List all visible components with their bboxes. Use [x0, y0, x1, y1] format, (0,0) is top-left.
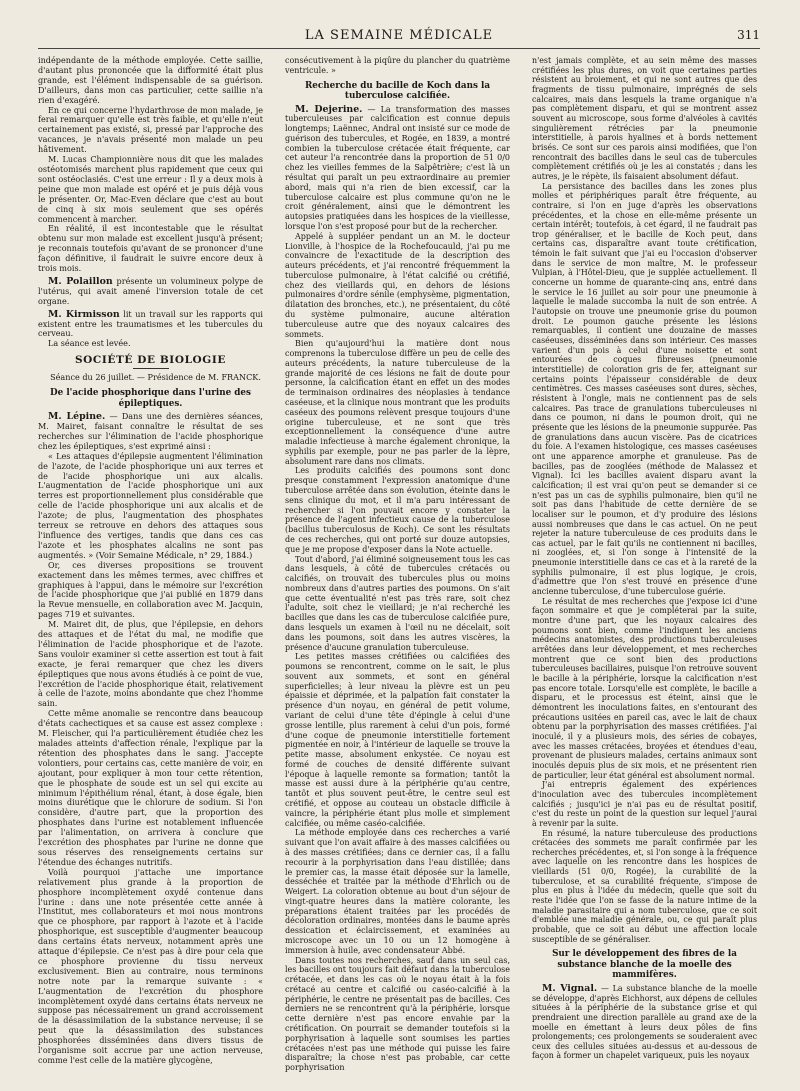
speaker-text: — La transformation des masses tuberculeuses par calcification est connue depuis longtemps; Laënnec, Andral ont insisté sur ce mode de guérison des tubercules, et Rogée, en 1839, a montré combien la tuberculose crétacée était fréquente, car cet auteur l'a rencontrée dans la proportion de 51 0/0 chez les vieilles femmes de la Salpêtrière; c'est là un résultat qui paraît un peu extraordinaire au premier abord, mais qui n'a rien de bien excessif, car la tuberculose calcaire est plus commune qu'on ne le croit généralement, ainsi que le démontrent les autopsies pratiquées dans les hospices de la vieillesse, lorsque l'on s'est proposé pour but de la rechercher.: [285, 104, 510, 231]
column-3: [532, 56, 757, 1086]
section-rule: [133, 368, 169, 369]
article-subtitle: De l'acide phosphorique dans l'urine des épileptiques.: [50, 388, 251, 409]
paragraph: La méthode employée dans ces recherches a varié suivant que l'on avait affaire à des masses calcifiées ou à des masses crétifiées; dans ce dernier cas, il a fallu recourir à la porphyrisation dans l'eau distillée; dans le premier cas, la masse était déposée sur la lamelle, desséchée et traitée par la méthode d'Ehrlich ou de Weigert. La coloration obtenue au bout d'un séjour de vingt-quatre heures dans la matière colorante, les préparations étaient traitées par les procédés de décoloration ordinaires, montées dans le baume après dessication et éclaircissement, et examinées au microscope avec un 10 ou un 12 homogène à immersion à huile, avec condensateur Abbé.: [285, 828, 510, 955]
paragraph: [38, 412, 263, 452]
speaker-text: lit un travail sur les rapports qui existent entre les traumatismes et les tubercules du cerveau.: [38, 308, 263, 339]
paragraph: La séance est levée.: [48, 338, 131, 349]
paragraph: En ce qui concerne l'hydarthrose de mon malade, je ferai remarquer qu'elle est très faible, et qu'elle n'eut certainement pas existé, si, pressé par l'approche des vacances, je n'avais présenté mon malade un peu hâtivement.: [38, 104, 263, 155]
speaker-name: M. Dejerine.: [295, 103, 363, 115]
speaker-name: M. Lépine.: [48, 411, 106, 423]
page-number: 311: [737, 28, 760, 42]
column-2: [285, 56, 510, 1086]
speaker-name: M. Kirmisson: [48, 308, 120, 320]
speaker-name: M. Vignal.: [542, 982, 598, 994]
article-subtitle: Sur le développement des fibres de la substance blanche de la moelle des mammifères.: [552, 949, 737, 981]
speaker-name: M. Polaillon: [48, 275, 113, 287]
paragraph: Les petites masses crétifiées ou calcifiées des poumons se rencontrent, comme on le sait, le plus souvent aux sommets, et sont en général superficielles; à leur niveau la plèvre est un peu épaissie et déprimée, et la palpation fait constater la présence d'un noyau, en général de petit volume, variant de celui d'une tête d'épingle à celui d'une grosse lentille, plus rarement à celui d'un pois, formé d'une coque de pneumonie interstitielle fortement pigmentée en noir, à l'intérieur de laquelle se trouve la petite masse, absolument enkystée. Ce noyau est formé de couches de densité différente suivant l'époque à laquelle remonte sa formation; tantôt la masse est aussi dure à la périphérie qu'au centre, tantôt et plus souvent peut-être, le centre seul est crétifié, et oppose au couteau un obstacle difficile à vaincre, la périphérie étant plus molle et simplement calcifiée, ou même caséo-calcifiée.: [285, 652, 510, 828]
section-title: SOCIÉTÉ DE BIOLOGIE: [75, 354, 226, 367]
paragraph: [38, 310, 263, 340]
paragraph: [38, 277, 263, 307]
paragraph: Cette même anomalie se rencontre dans beaucoup d'états cachectiques et sa cause est assez complexe : M. Fleischer, qui l'a particulièrement étudiée chez les malades atteints d'affection rénale, l'explique par la rétention des phosphates dans le sang. J'accepte volontiers, pour certains cas, cette manière de voir, en ajoutant, pour expliquer à mon tour cette rétention, que le phosphate de soude est un sel qui excite au minimum l'épithélium rénal, étant, à dose égale, bien moins diurétique que le chlorure de sodium. Si l'on considère, d'autre part, que la proportion des phosphates dans l'urine est notablement influencée par l'alimentation, on arrivera à conclure que l'excrétion des phosphates par l'urine ne donne que sous réserves des renseignements certains sur l'étendue des échanges nutritifs.: [38, 708, 263, 867]
paragraph: M. Lucas Championnière nous dit que les malades ostéotomisés marchent plus rapidement que ceux qui sont ostéoclasiés. C'est une erreur : Il y a deux mois à peine que mon malade est opéré et je puis déjà vous le présenter. Or, Mac-Even déclare que c'est au bout de cinq à six mois seulement que ses opérés commencent à marcher.: [38, 154, 263, 224]
speaker-text: présente un volumineux polype de l'utérus, qui avait amené l'inversion totale de cet organe.: [38, 275, 263, 306]
journal-title: LA SEMAINE MÉDICALE: [304, 28, 494, 43]
paragraph: Le résultat de mes recherches que j'expose ici d'une façon sommaire et que je compléterai par la suite, montre d'une part, que les noyaux calcaires des poumons sont bien, comme l'indiquent les anciens médecins anatomistes, des productions tuberculeuses arrêtées dans leur développement, et mes recherches montrent que ce sont bien des productions tuberculeuses bacillaires, puisque l'on retrouve souvent le bacille à la périphérie, lorsque la calcification n'est pas encore totale. Lorsqu'elle est complète, le bacille a disparu, et le processus est éteint, ainsi que le démontrent les inoculations faites, en s'entourant des précautions usitées en pareil cas, avec le lait de chaux obtenu par la porphyrisation des masses crétifiées. J'ai inoculé, il y a plusieurs mois, des séries de cobayes, avec les masses crétacées, broyées et étendues d'eau, provenant de plusieurs malades, certains animaux sont inoculés depuis plus de six mois, et ne présentent rien de particulier, leur état général est absolument normal.: [532, 596, 757, 780]
paragraph: En réalité, il est incontestable que le résultat obtenu sur mon malade est excellent jusqu'à présent; je reconnais toutefois qu'avant de se prononcer d'une façon définitive, il faudrait le suivre encore deux à trois mois.: [38, 223, 263, 274]
paragraph: Les produits calcifiés des poumons sont donc presque constamment l'expression anatomique d'une tuberculose arrêtée dans son évolution, éteinte dans le sens clinique du mot, et il m'a paru intéressant de rechercher si l'on pouvait encore y constater la présence de l'agent infectieux cause de la tuberculose (bacillus tuberculosus de Koch). Ce sont les résultats de ces recherches, qui ont porté sur douze autopsies, que je me propose d'exposer dans la Note actuelle.: [285, 466, 510, 554]
paragraph: [532, 984, 757, 1061]
article-subtitle: Recherche du bacille de Koch dans la tuberculose calcifiée.: [304, 80, 491, 102]
paragraph: La persistance des bacilles dans les zones plus molles et périphériques paraît être fréquente, au contraire, si l'on en juge d'après les observations précédentes, et la chose en elle-même présente un certain intérêt; toutefois, à cet égard, il ne faudrait pas trop généraliser, et le bacille de Koch peut, dans certains cas, disparaître avant toute crétification, témoin le fait suivant que j'ai eu l'occasion d'observer dans le service de mon maître, M. le professeur Vulpian, à l'Hôtel-Dieu, que je supplée actuellement. Il concerne un homme de quarante-cinq ans, entré dans le service le 16 juillet au soir pour une pneumonie à laquelle le malade succomba la nuit de son entrée. A l'autopsie on trouve une pneumonie grise du poumon droit. Le poumon gauche présente les lésions remarquables, il contient une douzaine de masses caséeuses, disséminées dans son intérieur. Ces masses varient d'un pois à celui d'une noisette et sont entourées de coques fibreuses (pneumonie interstitielle) de coloration gris de fer, atteignant sur certains points l'épaisseur considérable de deux centimètres. Ces masses caséeuses sont dures, sèches, résistent à l'ongle, mais ne contiennent pas de sels calcaires. Pas trace de granulations tuberculeuses ni dans ce poumon, ni dans le poumon droit, qui ne présente que les lésions de la pneumonie suppurée. Pas de granulations dans aucun viscère. Pas de cicatrices du foie. A l'examen histologique, ces masses caséeuses ont une apparence amorphe et granuleuse. Pas de bacilles, pas de zooglées (méthode de Malassez et Vignal). Ici les bacilles avaient disparu avant la calcification; il est vrai qu'on peut se demander si ce n'est pas un cas de syphilis pulmonaire, bien qu'il ne soit pas dans l'habitude de cette dernière de se localiser sur le poumon, et d'y produire des lésions aussi nombreuses que dans le cas actuel. On ne peut rejeter la nature tuberculeuse de ces produits dans le cas actuel, par le fait qu'ils ne contiennent ni bacilles, ni zooglées, et, si l'on songe à l'intensité de la pneumonie interstitielle dans ce cas et à la rareté de la syphilis pulmonaire, il est plus logique, je crois, d'admettre que l'on s'est trouvé en présence d'une ancienne tuberculose, d'une tuberculose guérie.: [532, 181, 757, 597]
paragraph: En résumé, la nature tuberculeuse des productions crétacées des sommets me paraît confirmée par les recherches précédentes, et, si l'on songe à la fréquence avec laquelle on les rencontre dans les hospices de vieillards (51 0/0, Rogée), la curabilité de la tuberculose, et sa curabilité fréquente, s'impose de plus en plus à l'idée du médecin, quelle que soit du reste l'idée que l'on se fasse de la nature intime de la maladie parasitaire qui a nom tuberculose, que ce soit d'emblée une maladie générale, ou, ce qui paraît plus probable, que ce soit au début une affection locale susceptible de se généraliser.: [532, 828, 757, 944]
speaker-text: — Dans une des dernières séances, M. Mairet, faisant connaître le résultat de ses recherches sur l'élimination de l'acide phosphorique chez les épileptiques, s'est exprimé ainsi :: [38, 411, 263, 451]
paragraph: Voilà pourquoi j'attache une importance relativement plus grande à la proportion de phosphore incomplètement oxydé contenue dans l'urine : dans une note présentée cette année à l'Institut, mes collaborateurs et moi nous montrons que ce phosphore, par rapport à l'azote et à l'acide phosphorique, est susceptible d'augmenter beaucoup dans certains états nerveux, notamment après une attaque d'épilepsie. Ce n'est pas à dire pour cela que ce phosphore provienne du tissu nerveux exclusivement. Bien au contraire, nous terminons notre note par la remarque suivante : « L'augmentation de l'excrétion du phosphore incomplètement oxydé dans certains états nerveux ne suppose pas nécessairement un grand accroissement de la désassimilation de la substance nerveuse; il se peut que la désassimilation des substances phosphorées disséminées dans divers tissus de l'organisme soit accrue par une action nerveuse, comme l'est celle de la matière glycogène,: [38, 866, 263, 1065]
paragraph: J'ai entrepris également des expériences d'inoculation avec des tubercules incomplètement calcifiés ; jusqu'ici je n'ai pas eu de résultat positif, c'est du reste un point de la question sur lequel j'aurai à revenir par la suite.: [532, 780, 757, 828]
paragraph: [285, 105, 510, 232]
paragraph: M. Mairet dit, de plus, que l'épilepsie, en dehors des attaques et de l'état du mal, ne modifie que l'élimination de l'acide phosphorique et de l'azote. Sans vouloir examiner si cette assertion est tout à fait exacte, je ferai remarquer que chez les divers épileptiques que nous avons étudiés à ce point de vue, l'excrétion de l'acide phosphorique était, relativement à celle de l'azote, moins abondante que chez l'homme sain.: [38, 619, 263, 709]
paragraph: « Les attaques d'épilepsie augmentent l'élimination de l'azote, de l'acide phosphorique uni aux terres et de l'acide phosphorique uni aux alcalis. L'augmentation de l'acide phosphorique uni aux terres est proportionnellement plus considérable que celle de l'acide phosphorique uni aux alcalis et de l'azote; de plus, l'augmentation des phosphates terreux se retrouve en dehors des attaques sous l'influence des vertiges, tandis que dans ces cas l'azote et les phosphates alcalins ne sont pas augmentés. » (Voir Semaine Médicale, n° 29, 1884.): [38, 450, 263, 560]
speaker-text: — La substance blanche de la moelle se développe, d'après Eichhorst, aux dépens de cellules situées à la périphérie de la substance grise et qui prendraient une direction parallèle au grand axe de la moelle en émettant à leurs deux pôles de fins prolongements; ces prolongements se souderaient avec ceux des cellules situées au-dessus et au-dessous de façon à former un chapelet variqueux, puis les noyaux: [532, 983, 757, 1061]
paragraph: Dans toutes nos recherches, sauf dans un seul cas, les bacilles ont toujours fait défaut dans la tuberculose crétacée, et dans les cas où le noyau était à la fois crétacé au centre et calcifié ou caséo-calcifié à la périphérie, le centre ne présentait pas de bacilles. Ces derniers ne se rencontrent qu'à la périphérie, lorsque cette dernière n'est pas encore envahie par la crétification. On pourrait se demander toutefois si la porphyrisation à laquelle sont soumises les parties crétacées n'est pas une méthode qui puisse les faire disparaître; la chose n'est pas probable, car cette porphyrisation: [285, 955, 510, 1073]
running-header: [38, 28, 760, 46]
paragraph: Bien qu'aujourd'hui la matière dont nous comprenons la tuberculose diffère un peu de celle des auteurs précédents, la nature tuberculeuse de la grande majorité de ces lésions ne fait de doute pour personne, la calcification étant en effet un des modes de terminaison ordinaires des néoplasies à tendance caséeuse, et la clinique nous montrant que les produits caséeux des poumons relèvent presque toujours d'une origine tuberculeuse, et ne sont que très exceptionnellement la conséquence d'une autre maladie infectieuse à marche également chronique, la syphilis par exemple, pour ne pas parler de la lèpre, absolument rare dans nos climats.: [285, 339, 510, 466]
paragraph: n'est jamais complète, et au sein même des masses crétifiées les plus dures, on voit que certaines parties résistent au broiement, et qui ne sont autres que des fragments de tissu pulmonaire, imprégnés de sels calcaires, mais dans lesquels la trame organique n'a pas complètement disparu, et qui se montrent assez souvent au microscope, sous forme d'alvéoles à cavités singulièrement rétrécies par la pneumonie interstitielle, à parois hyalines et à bords nettement brisés. Ce sont sur ces parois ainsi modifiées, que l'on rencontrait des bacilles dans le seul cas de tubercules complètement crétifiés où je les ai constatés ; dans les autres, je le répète, ils faisaient absolument défaut.: [532, 56, 757, 181]
paragraph: consécutivement à la piqûre du plancher du quatrième ventricule. »: [285, 56, 510, 75]
paragraph: indépendante de la méthode employée. Cette saillie, d'autant plus prononcée que la difformité était plus grande, est l'élément indispensable de sa guérison. D'ailleurs, dans mon cas particulier, cette saillie n'a rien d'exagéré.: [38, 56, 263, 105]
paragraph: Tout d'abord, j'ai éliminé soigneusement tous les cas dans lesquels, à côté de tubercules crétacés ou calcifiés, on trouvait des tubercules plus ou moins nombreux dans d'autres parties des poumons. On s'ait que cette éventualité n'est pas très rare, soit chez l'adulte, soit chez le vieillard; je n'ai recherché les bacilles que dans les cas de tuberculose calcifiée pure, dans lesquels un examen à l'œil nu ne décelait, soit dans les poumons, soit dans les autres viscères, la présence d'aucune granulation tuberculeuse.: [285, 554, 510, 652]
paragraph: Or, ces diverses propositions se trouvent exactement dans les mêmes termes, avec chiffres et graphiques à l'appui, dans le mémoire sur l'excrétion de l'acide phosphorique que j'ai publié en 1879 dans la Revue mensuelle, en collaboration avec M. Jacquin, pages 719 et suivantes.: [38, 559, 263, 620]
paragraph: Appelé à suppléer pendant un an M. le docteur Lionville, à l'hospice de la Rochefoucauld, j'ai pu me convaincre de l'exactitude de la description des auteurs précédents, et j'ai rencontré fréquemment la tuberculose pulmonaire, à l'état calcifié ou crétifié, chez des vieillards qui, en dehors de lésions pulmonaires d'ordre sénile (emphysème, pigmentation, dilatation des bronches, etc.), ne présentaient, du côté du système pulmonaire, aucune altération tuberculeuse autre que des noyaux calcaires des sommets.: [285, 231, 510, 339]
header-rule: [38, 48, 760, 49]
session-info: Séance du 26 juillet. — Présidence de M. FRANCK.: [50, 372, 261, 383]
column-1: [38, 56, 263, 1086]
